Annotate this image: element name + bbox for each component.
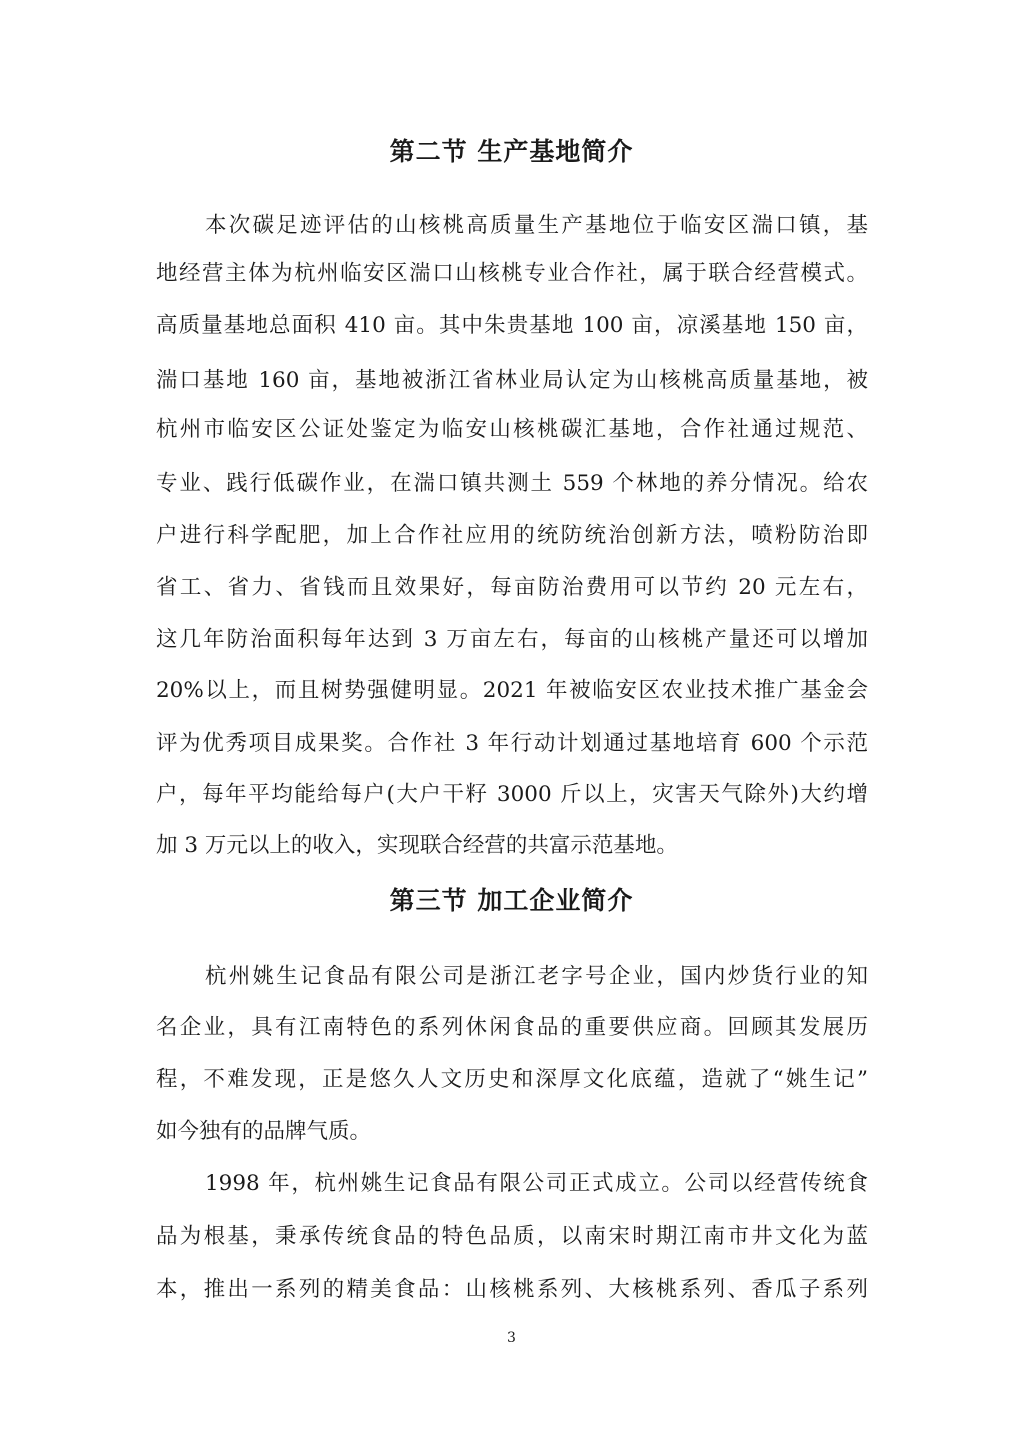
paragraph-line: 地经营主体为杭州临安区湍口山核桃专业合作社，属于联合经营模式。: [156, 261, 868, 286]
page-number: 3: [507, 1330, 516, 1346]
paragraph-line: 评为优秀项目成果奖。合作社 3 年行动计划通过基地培育 600 个示范: [156, 731, 868, 756]
paragraph-line: 名企业，具有江南特色的系列休闲食品的重要供应商。回顾其发展历: [156, 1015, 868, 1040]
paragraph-line: 本次碳足迹评估的山核桃高质量生产基地位于临安区湍口镇，基: [205, 213, 868, 238]
section-heading-production-base: 第二节 生产基地简介: [389, 137, 634, 166]
paragraph-line: 1998 年，杭州姚生记食品有限公司正式成立。公司以经营传统食: [205, 1171, 868, 1196]
paragraph-line: 高质量基地总面积 410 亩。其中朱贵基地 100 亩，凉溪基地 150 亩，: [156, 313, 868, 338]
paragraph-line: 品为根基，秉承传统食品的特色品质，以南宋时期江南市井文化为蓝: [156, 1224, 868, 1249]
paragraph-line: 这几年防治面积每年达到 3 万亩左右，每亩的山核桃产量还可以增加: [156, 627, 868, 652]
paragraph-line: 省工、省力、省钱而且效果好，每亩防治费用可以节约 20 元左右，: [156, 575, 868, 600]
paragraph-line: 杭州市临安区公证处鉴定为临安山核桃碳汇基地，合作社通过规范、: [156, 417, 868, 442]
section-heading-processing-company: 第三节 加工企业简介: [389, 886, 634, 915]
paragraph-line: 程，不难发现，正是悠久人文历史和深厚文化底蕴，造就了“姚生记”: [156, 1067, 868, 1092]
paragraph-line: 湍口基地 160 亩，基地被浙江省林业局认定为山核桃高质量基地，被: [156, 368, 868, 393]
paragraph-line: 本，推出一系列的精美食品：山核桃系列、大核桃系列、香瓜子系列: [156, 1277, 868, 1302]
paragraph-line: 加 3 万元以上的收入，实现联合经营的共富示范基地。: [156, 833, 678, 858]
paragraph-line: 户进行科学配肥，加上合作社应用的统防统治创新方法，喷粉防治即: [156, 523, 868, 548]
paragraph-line: 如今独有的品牌气质。: [156, 1119, 372, 1144]
paragraph-line: 专业、践行低碳作业，在湍口镇共测土 559 个林地的养分情况。给农: [156, 471, 868, 496]
paragraph-line: 杭州姚生记食品有限公司是浙江老字号企业，国内炒货行业的知: [205, 964, 868, 989]
paragraph-line: 户，每年平均能给每户(大户干籽 3000 斤以上，灾害天气除外)大约增: [156, 782, 868, 807]
paragraph-line: 20%以上，而且树势强健明显。2021 年被临安区农业技术推广基金会: [156, 678, 868, 703]
